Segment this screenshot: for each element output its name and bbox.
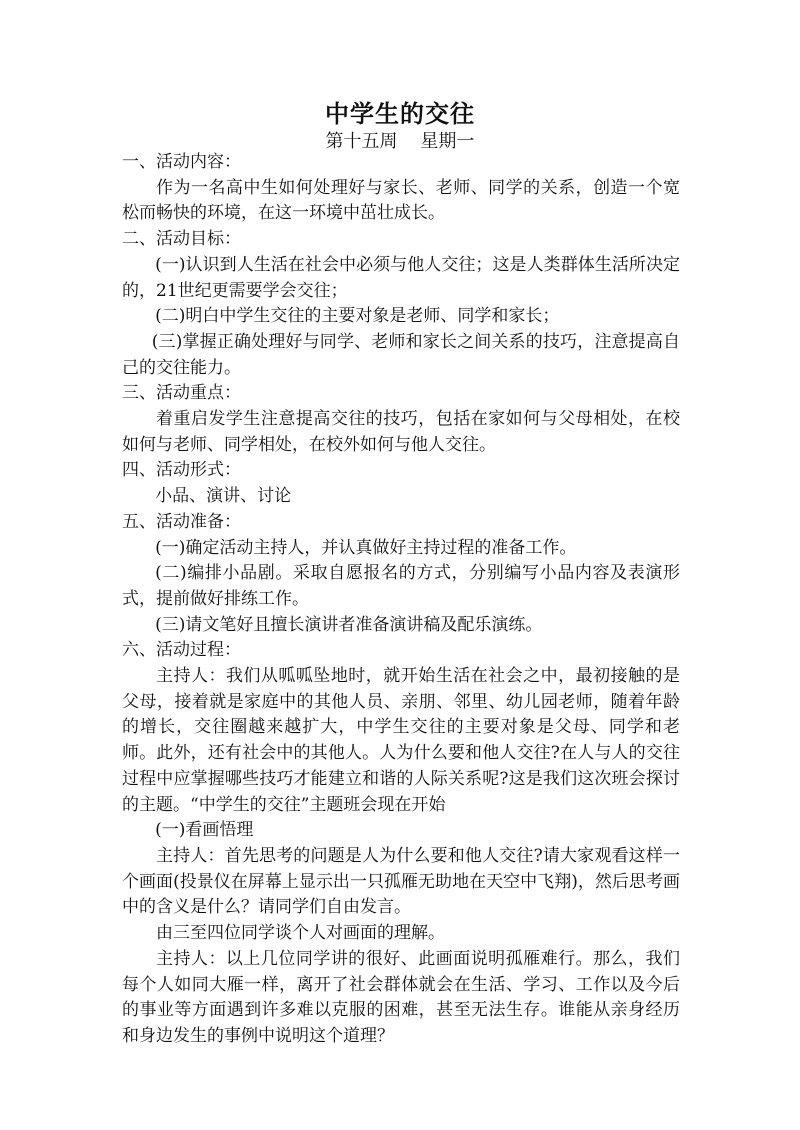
document-body	[122, 150, 680, 1050]
section-heading: 一、活动内容：	[122, 152, 241, 172]
document-subtitle: 第十五周 星期一	[325, 131, 475, 152]
paragraph: 主持人：我们从呱呱坠地时，就开始生活在社会之中，最初接触的是父母，接着就是家庭中的其他人员、亲朋、邻里、幼儿园老师，随着年龄的增长，交往圈越来越扩大，中学生交往的主要对象是父母、同学和老师。此外，还有社会中的其他人。人为什么要和他人交往?在人与人的交往过程中应掌握哪些技巧才能建立和谐的人际关系呢?这是我们这次班会探讨的主题。“中学生的交往”主题班会现在开始	[122, 666, 680, 815]
paragraph: (二)明白中学生交往的主要对象是老师、同学和家长；	[155, 306, 560, 327]
paragraph: (三)掌握正确处理好与同学、老师和家长之间关系的技巧，注意提高自己的交往能力。	[122, 331, 680, 378]
paragraph: 主持人：以上几位同学讲的很好、此画面说明孤雁难行。那么，我们每个人如同大雁一样，离开了社会群体就会在生活、学习、工作以及今后的事业等方面遇到许多难以克服的困难，甚至无法生存。谁能从亲身经历和身边发生的事例中说明这个道理？	[122, 948, 680, 1046]
paragraph: (一)看画悟理	[155, 820, 254, 841]
paragraph: 由三至四位同学谈个人对画面的理解。	[156, 923, 445, 944]
paragraph: (二)编排小品剧。采取自愿报名的方式，分别编写小品内容及表演形式，提前做好排练工作。	[122, 563, 680, 609]
paragraph: 着重启发学生注意提高交往的技巧，包括在家如何与父母相处，在校如何与老师、同学相处，在校外如何与他人交往。	[122, 409, 680, 455]
section-heading: 六、活动过程：	[122, 640, 241, 661]
section-heading: 四、活动形式：	[122, 460, 241, 481]
document-title: 中学生的交往	[325, 99, 475, 128]
paragraph: (一)确定活动主持人，并认真做好主持过程的准备工作。	[155, 537, 577, 558]
section-heading: 五、活动准备：	[122, 511, 241, 532]
section-heading: 二、活动目标：	[122, 229, 241, 250]
paragraph: (三)请文笔好且擅长演讲者准备演讲稿及配乐演练。	[155, 614, 543, 635]
paragraph: 作为一名高中生如何处理好与家长、老师、同学的关系，创造一个宽松而畅快的环境，在这一环境中茁壮成长。	[122, 177, 680, 224]
paragraph: 小品、演讲、讨论	[155, 486, 292, 507]
paragraph: (一)认识到人生活在社会中必须与他人交往；这是人类群体生活所决定的，21世纪更需要学会交往；	[122, 254, 680, 301]
section-heading: 三、活动重点：	[122, 383, 241, 404]
paragraph: 主持人：首先思考的问题是人为什么要和他人交往?请大家观看这样一个画面(投景仪在屏幕上显示出一只孤雁无助地在天空中飞翔)，然后思考画中的含义是什么？请同学们自由发言。	[122, 845, 680, 918]
